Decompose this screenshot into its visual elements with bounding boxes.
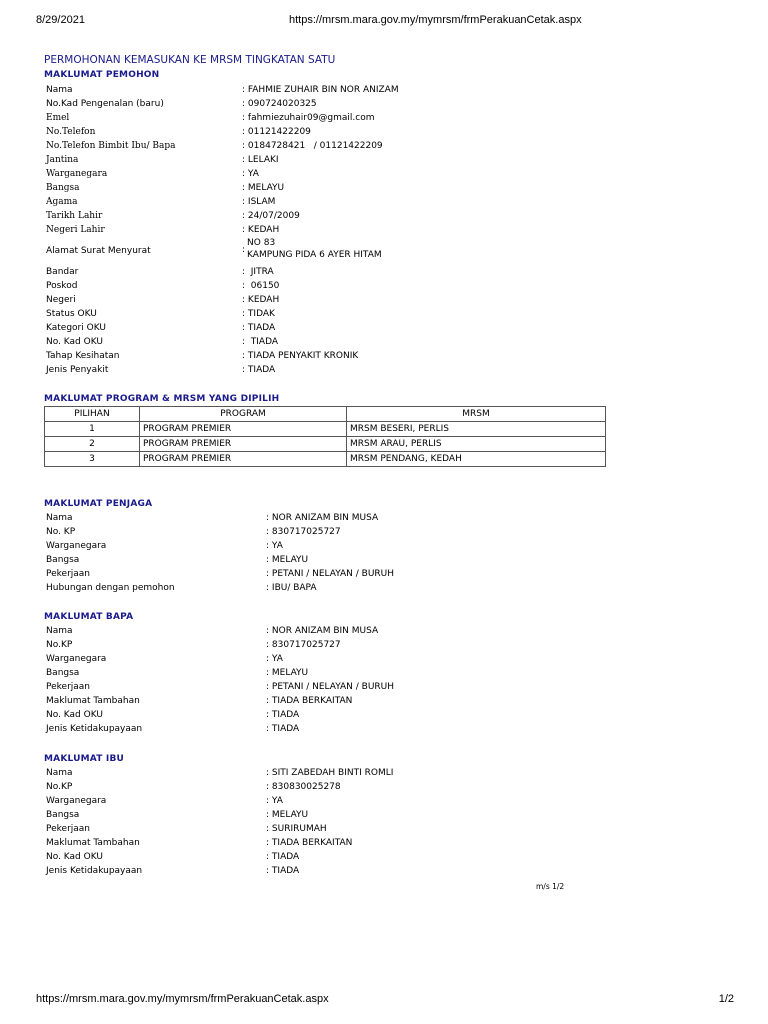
field-value: : TIADA [266,710,300,720]
mother-rows [44,766,624,878]
field-value: : MELAYU [242,183,285,193]
field-row [44,223,624,237]
field-label: No. KP [46,527,76,537]
print-url: https://mrsm.mara.gov.my/mymrsm/frmPerakuanCetak.aspx [289,14,582,26]
field-value: : TIADA [266,866,300,876]
field-row [44,307,624,321]
field-value: : 830830025278 [266,782,341,792]
field-label: Emel [46,113,70,123]
table-cell: 3 [45,452,140,467]
field-row [44,321,624,335]
field-row [44,279,624,293]
field-label: Negeri Lahir [46,225,105,235]
field-row [44,652,624,666]
field-label: Hubungan dengan pemohon [46,583,175,593]
field-row [44,836,624,850]
field-row [44,349,624,363]
field-label: Nama [46,85,73,95]
field-value: : 01121422209 [242,127,311,137]
field-row [44,181,624,195]
field-value: : TIADA PENYAKIT KRONIK [242,351,359,361]
column-header: PILIHAN [45,407,140,422]
table-header-row [45,407,606,422]
field-value: : NOR ANIZAM BIN MUSA [266,626,379,636]
field-row [44,553,624,567]
field-row [44,808,624,822]
field-label: Bangsa [46,183,80,193]
field-label: Pekerjaan [46,824,91,834]
field-value: : MELAYU [266,810,309,820]
field-value: : IBU/ BAPA [266,583,317,593]
field-label: No. Kad OKU [46,710,103,720]
field-value: : SITI ZABEDAH BINTI ROMLI [266,768,394,778]
field-row [44,680,624,694]
field-label: Poskod [46,281,78,291]
field-value: : 830717025727 [266,527,341,537]
field-row [44,694,624,708]
field-label: Pekerjaan [46,682,91,692]
table-cell: 2 [45,437,140,452]
field-row [44,195,624,209]
field-value: : MELAYU [266,668,309,678]
field-value: : YA [266,654,283,664]
field-value: : TIADA [266,852,300,862]
field-value: : PETANI / NELAYAN / BURUH [266,569,395,579]
print-footer [0,993,768,1009]
field-row [44,822,624,836]
program-choices-table [44,406,606,467]
field-value: : TIDAK [242,309,275,319]
address-line-1: NO 83 [247,238,276,248]
field-label: Status OKU [46,309,97,319]
field-label: No.Telefon [46,127,96,137]
field-label: Maklumat Tambahan [46,838,140,848]
field-label: Jantina [46,155,79,165]
field-label: Bangsa [46,810,80,820]
field-row [44,666,624,680]
field-label: Tarikh Lahir [46,211,103,221]
print-date: 8/29/2021 [36,14,85,26]
table-row [45,422,606,437]
field-value: : NOR ANIZAM BIN MUSA [266,513,379,523]
column-header: MRSM [347,407,606,422]
field-label: Negeri [46,295,76,305]
field-row [44,850,624,864]
field-label: Bandar [46,267,79,277]
field-value: : TIADA [242,323,276,333]
field-value: : MELAYU [266,555,309,565]
field-row [44,766,624,780]
field-row [44,539,624,553]
table-cell: MRSM ARAU, PERLIS [347,437,606,452]
field-value: : 06150 [242,281,280,291]
field-row [44,581,624,595]
field-value: : YA [266,796,283,806]
field-row-address [44,237,624,265]
field-row [44,265,624,279]
table-cell: PROGRAM PREMIER [140,452,347,467]
field-row [44,780,624,794]
field-label: Bangsa [46,668,80,678]
field-label: Jenis Penyakit [46,365,109,375]
field-label: No.KP [46,640,73,650]
table-cell: PROGRAM PREMIER [140,422,347,437]
table-row [45,452,606,467]
guardian-rows [44,511,624,595]
field-row [44,209,624,223]
field-label: Pekerjaan [46,569,91,579]
field-value: : 090724020325 [242,99,317,109]
column-header: PROGRAM [140,407,347,422]
table-cell: 1 [45,422,140,437]
print-page-number: 1/2 [718,993,734,1005]
field-label: Jenis Ketidakupayaan [46,724,143,734]
field-row [44,97,624,111]
field-value: : FAHMIE ZUHAIR BIN NOR ANIZAM [242,85,399,95]
field-row [44,638,624,652]
field-row [44,153,624,167]
field-value: : KEDAH [242,225,280,235]
field-value: : TIADA BERKAITAN [266,838,353,848]
field-label: No.KP [46,782,73,792]
field-label: Warganegara [46,796,107,806]
field-value: : PETANI / NELAYAN / BURUH [266,682,395,692]
field-label: Alamat Surat Menyurat [46,246,151,256]
field-row [44,525,624,539]
field-value: : KEDAH [242,295,280,305]
table-cell: MRSM PENDANG, KEDAH [347,452,606,467]
document-body [44,52,624,406]
field-value: : 24/07/2009 [242,211,300,221]
field-label: No.Telefon Bimbit Ibu/ Bapa [46,141,176,151]
field-value: : SURIRUMAH [266,824,327,834]
print-header [0,14,768,30]
page-marker: m/s 1/2 [536,882,565,891]
field-row [44,722,624,736]
field-value: : YA [242,169,259,179]
field-label: Warganegara [46,169,108,179]
field-row [44,293,624,307]
field-row [44,624,624,638]
father-section [44,610,624,736]
print-footer-url: https://mrsm.mara.gov.my/mymrsm/frmPerakuanCetak.aspx [36,993,329,1005]
field-row [44,363,624,377]
field-label: No. Kad OKU [46,852,103,862]
field-value: : YA [266,541,283,551]
applicant-section [44,68,624,377]
section-title-guardian: MAKLUMAT PENJAGA [44,499,153,509]
address-line-2: KAMPUNG PIDA 6 AYER HITAM [247,250,382,260]
field-row [44,111,624,125]
field-label: No. Kad OKU [46,337,103,347]
field-label: Warganegara [46,654,107,664]
father-rows [44,624,624,736]
field-label: Tahap Kesihatan [46,351,120,361]
field-label: Warganegara [46,541,107,551]
field-row [44,864,624,878]
field-row [44,167,624,181]
section-title-applicant: MAKLUMAT PEMOHON [44,70,160,80]
field-value: : TIADA [242,337,279,347]
section-title-father: MAKLUMAT BAPA [44,612,134,622]
field-value: : 0184728421 / 01121422209 [242,141,383,151]
field-label: Bangsa [46,555,80,565]
field-label: Kategori OKU [46,323,106,333]
field-label: No.Kad Pengenalan (baru) [46,99,164,109]
field-row [44,794,624,808]
field-row [44,708,624,722]
field-value: : LELAKI [242,155,279,165]
table-row [45,437,606,452]
field-row [44,511,624,525]
section-title-mother: MAKLUMAT IBU [44,754,125,764]
field-label: Nama [46,626,73,636]
field-label: Maklumat Tambahan [46,696,140,706]
field-label: Agama [46,197,78,207]
field-value: : TIADA [242,365,276,375]
field-value: : JITRA [242,267,274,277]
field-value: : ISLAM [242,197,276,207]
field-row [44,139,624,153]
field-value: : 830717025727 [266,640,341,650]
table-cell: PROGRAM PREMIER [140,437,347,452]
field-row [44,335,624,349]
field-row [44,567,624,581]
field-label: Jenis Ketidakupayaan [46,866,143,876]
field-value: : TIADA BERKAITAN [266,696,353,706]
field-label: Nama [46,768,73,778]
field-value: : TIADA [266,724,300,734]
field-value: : fahmiezuhair09@gmail.com [242,113,375,123]
field-label: Nama [46,513,73,523]
document-title: PERMOHONAN KEMASUKAN KE MRSM TINGKATAN SATU [44,54,336,66]
field-value: :NO 83 KAMPUNG PIDA 6 AYER HITAM [242,238,382,260]
table-cell: MRSM BESERI, PERLIS [347,422,606,437]
section-title-program: MAKLUMAT PROGRAM & MRSM YANG DIPILIH [44,394,280,404]
field-row [44,83,624,97]
guardian-section [44,497,624,595]
field-row [44,125,624,139]
mother-section [44,752,624,878]
